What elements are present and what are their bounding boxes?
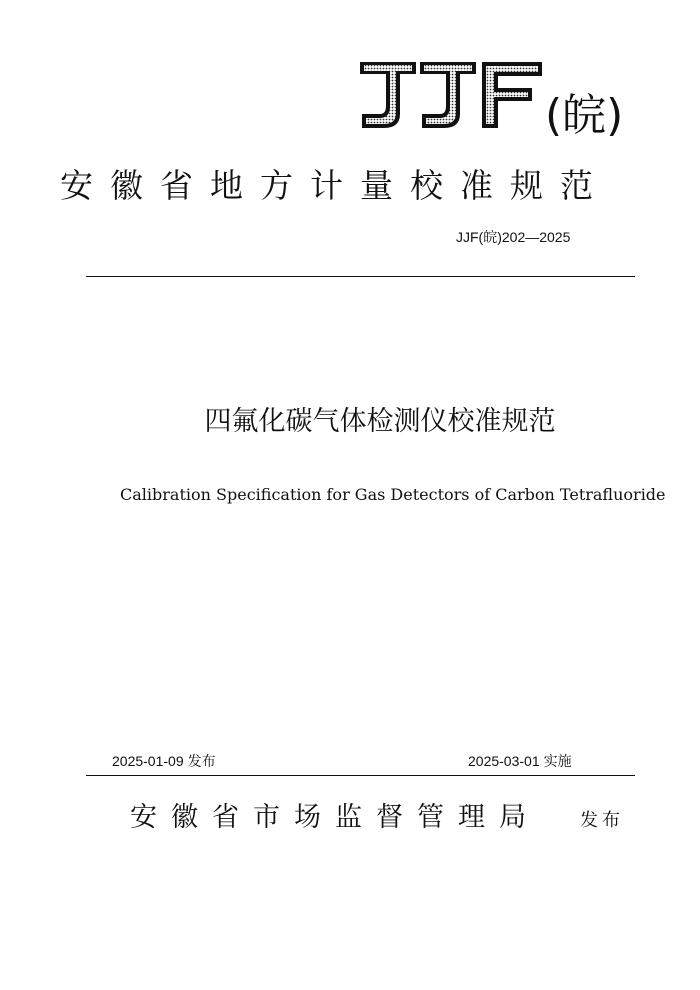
series-title: 安徽省地方计量校准规范 <box>60 166 610 205</box>
jjf-logo <box>358 58 543 132</box>
issue-date: 2025-01-09 <box>112 753 184 769</box>
issue-date-line <box>112 752 216 771</box>
title-chinese: 四氟化碳气体检测仪校准规范 <box>204 406 556 437</box>
title-english: Calibration Specification for Gas Detectors of Carbon Tetrafluoride <box>120 485 666 504</box>
implement-label: 实施 <box>543 754 572 770</box>
implement-date: 2025-03-01 <box>468 753 540 769</box>
top-divider <box>86 276 635 277</box>
issuer-suffix: 发布 <box>580 810 624 831</box>
jjf-logo-graphic <box>358 58 543 132</box>
implement-date-line <box>468 752 572 771</box>
bottom-divider <box>86 775 635 776</box>
province-tag: (皖) <box>545 90 624 141</box>
standard-code: JJF(皖)202—2025 <box>456 229 571 245</box>
issuer-name: 安徽省市场监督管理局 <box>130 802 540 833</box>
issue-label: 发布 <box>187 754 216 770</box>
